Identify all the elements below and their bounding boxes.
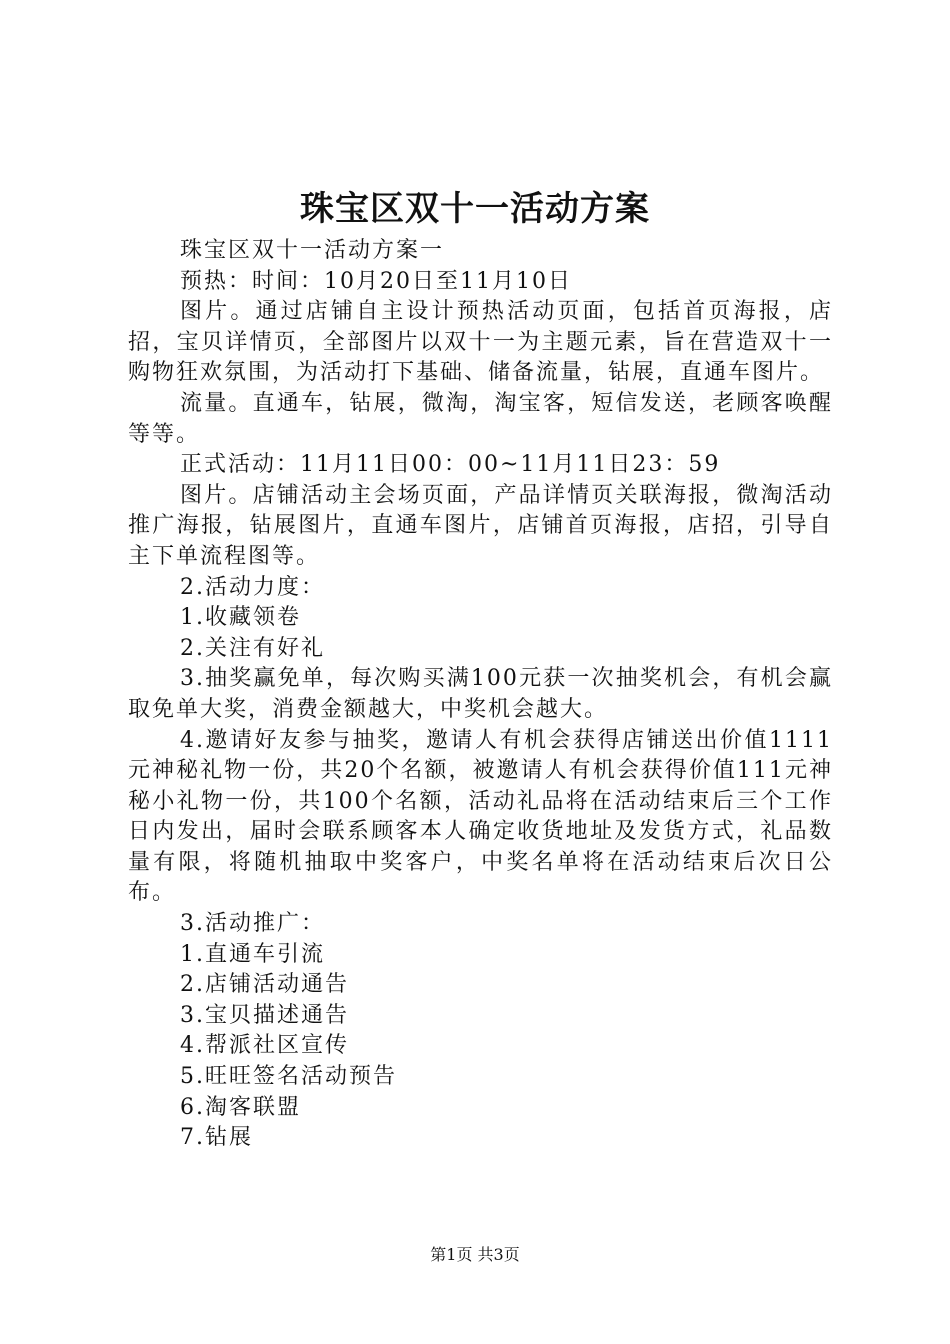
paragraph-traffic: 流量。直通车，钻展，微淘，淘宝客，短信发送，老顾客唤醒等等。	[128, 390, 833, 447]
paragraph-main-event-images: 图片。店铺活动主会场页面，产品详情页关联海报，微淘活动推广海报，钻展图片，直通车图片，店铺首页海报，店招，引导自主下单流程图等。	[128, 482, 833, 569]
document-title: 珠宝区双十一活动方案	[300, 189, 650, 229]
list-item: 1.收藏领卷	[180, 605, 301, 631]
list-item: 6.淘客联盟	[180, 1094, 301, 1120]
document-body	[128, 236, 833, 1154]
list-item: 2.店铺活动通告	[180, 972, 349, 998]
list-item: 7.钻展	[180, 1125, 253, 1151]
list-item: 4.帮派社区宣传	[180, 1033, 349, 1059]
list-item: 1.直通车引流	[180, 941, 325, 967]
list-item: 5.旺旺签名活动预告	[180, 1064, 397, 1090]
list-item: 3.宝贝描述通告	[180, 1002, 349, 1028]
paragraph-preheat-time: 预热：时间：10月20日至11月10日	[180, 268, 572, 294]
list-item: 2.关注有好礼	[180, 635, 325, 661]
list-item: 3.抽奖赢免单，每次购买满100元获一次抽奖机会，有机会赢取免单大奖，消费金额越大，中奖机会越大。	[128, 666, 833, 722]
section-heading-promotion: 2.活动力度：	[180, 574, 325, 600]
paragraph-preheat-images: 图片。通过店铺自主设计预热活动页面，包括首页海报，店招，宝贝详情页，全部图片以双十一为主题元素，旨在营造双十一购物狂欢氛围，为活动打下基础、储备流量，钻展，直通车图片。	[128, 299, 833, 386]
page-footer: 第1页 共3页	[430, 1245, 520, 1264]
paragraph-main-event-time: 正式活动：11月11日00：00~11月11日23：59	[180, 452, 721, 478]
section-heading-marketing: 3.活动推广：	[180, 911, 325, 937]
list-item: 4.邀请好友参与抽奖，邀请人有机会获得店铺送出价值1111元神秘礼物一份，共20个名额，被邀请人有机会获得价值111元神秘小礼物一份，共100个名额，活动礼品将在活动结束后三个工作日内发出，届时会联系顾客本人确定收货地址及发货方式，礼品数量有限，将随机抽取中奖客户，中奖名单将在活动结束后次日公布。	[128, 727, 833, 906]
paragraph-subtitle: 珠宝区双十一活动方案一	[180, 238, 445, 263]
